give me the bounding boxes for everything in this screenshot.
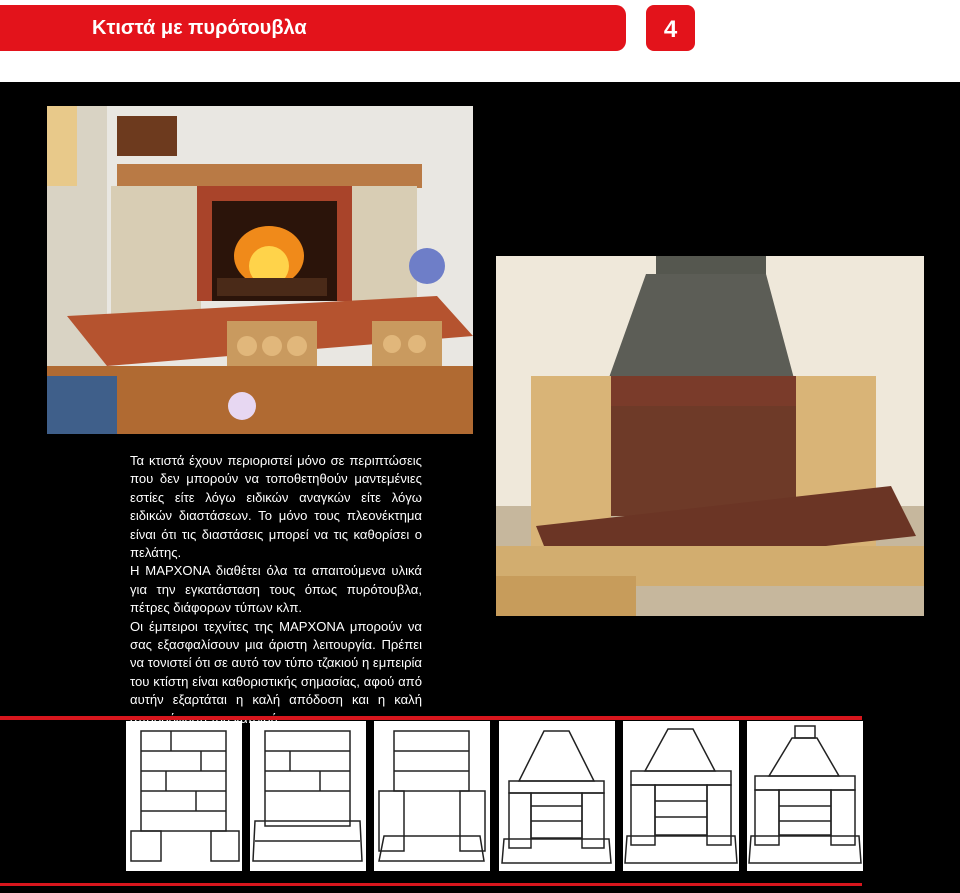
bottom-divider-line [0,883,862,886]
construction-step-4-sketch [499,721,615,871]
construction-step-1-sketch [126,721,242,871]
paragraph-3: Οι έμπειροι τεχνίτες της ΜΑΡΧΟΝΑ μπορούν να σας εξασφαλίσουν μια άριστη λειτουργία. Πρέπει να τονιστεί ότι σε αυτό τον τύπο τζακιού η εμπειρία του κτίστη είναι καθοριστικής σημασίας, αφού από αυτήν εξαρτάται η καλή απόδοση και η καλή [130,618,422,708]
construction-step-3-sketch [374,721,490,871]
construction-step-6-sketch [747,721,863,871]
page-number: 4 [663,16,678,43]
divider-line [0,716,862,720]
page-title: Κτιστά με πυρότουβλα [92,17,307,39]
paragraph-2: Η ΜΑΡΧΟΝΑ διαθέτει όλα τα απαιτούμενα υλικά για την εγκατάσταση τους όπως πυρότουβλα, πέτρες διάφορων τύπων κλπ. [130,563,422,616]
construction-step-2-sketch [250,721,366,871]
body-text [130,452,422,728]
freestanding-fireplace-photo [496,256,924,616]
paragraph-1: Τα κτιστά έχουν περιοριστεί μόνο σε περιπτώσεις που δεν μπορούν να τοποθετηθούν μαντεμένιες εστίες είτε λόγω ειδικών αναγκών είτε λόγω ειδικών διαστάσεων. Το μόνο τους πλεονέκτημα είναι ότι τις διαστάσεις μπορεί να τις καθορίσει ο πελάτης. [130,453,422,561]
construction-step-5-sketch [623,721,739,871]
corner-fireplace-photo [47,106,473,434]
